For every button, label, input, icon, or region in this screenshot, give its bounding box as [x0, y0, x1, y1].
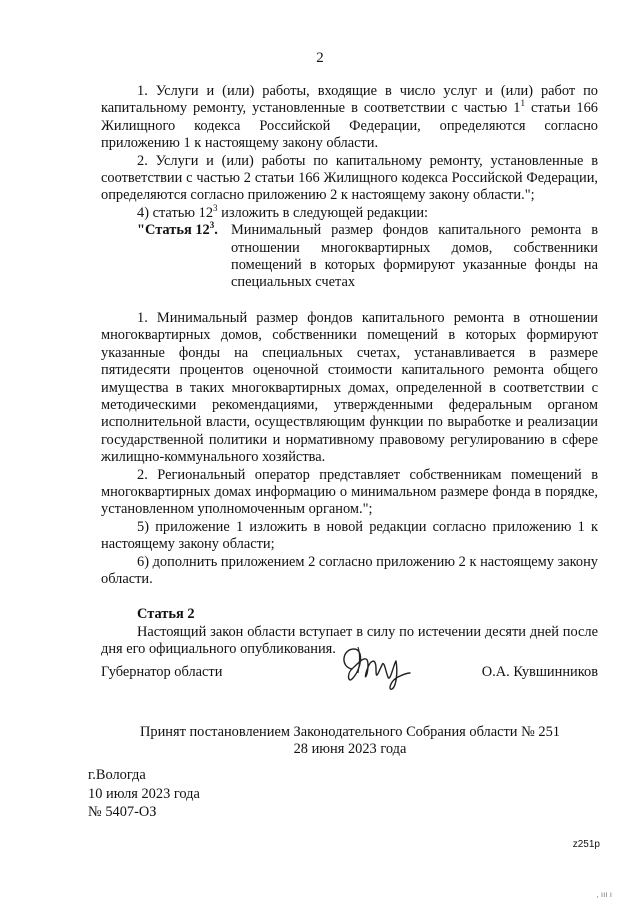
- handwritten-signature: [338, 643, 418, 691]
- article-label-dot: .: [214, 222, 218, 239]
- spacer: [101, 588, 598, 606]
- paragraph-2: 2. Услуги и (или) работы по капитальному ремонту, установленные в соответствии с частью 2 статьи 166 Жилищного кодекса Российской Федерации, определяются согласно приложению 2 к настоящему закону области.";: [101, 152, 598, 204]
- paragraph-6: 5) приложение 1 изложить в новой редакции согласно приложению 1 к настоящему закону области;: [101, 518, 598, 553]
- city: г.Вологда: [88, 767, 146, 783]
- document-body: [101, 83, 598, 659]
- spacer: [101, 292, 598, 310]
- paragraph-3-text-a: 4) статью 12: [137, 204, 214, 221]
- article-title: Минимальный размер фондов капитального ремонта в отношении многоквартирных домов, собственники помещений в которых формируют указанные фонды на специальных счетах: [231, 222, 598, 291]
- law-date: 10 июля 2023 года: [88, 785, 200, 802]
- paragraph-1-text-b: статьи 166 Жилищного кодекса Российской Федерации, определяются согласно приложению 1 к настоящему закону области.: [101, 100, 598, 152]
- law-number: № 5407-ОЗ: [88, 804, 157, 821]
- superscript: 3: [213, 202, 218, 213]
- place-date-number: [88, 766, 200, 822]
- footer-marks: , ııı ı: [596, 890, 612, 899]
- adoption-line-1: Принят постановлением Законодательного Собрания области № 251: [139, 724, 560, 740]
- article-2-heading: Статья 2: [137, 606, 195, 623]
- paragraph-1-text-a: 1. Услуги и (или) работы, входящие в число услуг и (или) работ по капитальному ремонту, установленные в соответствии с частью 1: [101, 83, 598, 117]
- paragraph-4: 1. Минимальный размер фондов капитального ремонта в отношении многоквартирных домов, собственники помещений в которых формируют указанные фонды на специальных счетах, устанавливается в размере пятидесяти процентов оценочной стоимости капитального ремонта общего имущества в таких многоквартирных домах, определенной в соответствии с методическими рекомендациями, утвержденными федеральным органом исполнительной власти, осуществляющим функции по выработке и реализации государственной политики и нормативному правовому регулированию в сфере жилищно-коммунального хозяйства.: [101, 309, 598, 466]
- adoption-note: [0, 724, 640, 759]
- superscript: 1: [520, 98, 525, 109]
- paragraph-7: 6) дополнить приложением 2 согласно приложению 2 к настоящему закону области.: [101, 553, 598, 587]
- article-label-text: "Статья 12: [137, 222, 210, 239]
- adoption-line-2: 28 июня 2023 года: [293, 741, 407, 758]
- page-number: 2: [316, 50, 324, 66]
- signatory-position: Губернатор области: [101, 664, 223, 680]
- paragraph-3: [101, 202, 598, 222]
- signatory-name: О.А. Кувшинников: [481, 664, 598, 680]
- paragraph-8: Настоящий закон области вступает в силу по истечении десяти дней после дня его официального опубликования.: [101, 623, 598, 658]
- paragraph-3-text-b: изложить в следующей редакции:: [217, 204, 429, 221]
- article-12-3-heading: [137, 222, 598, 292]
- superscript: 3: [209, 220, 215, 231]
- paragraph-1: [101, 83, 598, 153]
- document-code: z251p: [572, 839, 600, 850]
- article-label: [137, 222, 231, 292]
- paragraph-5: 2. Региональный оператор представляет собственникам помещений в многоквартирных домах информацию о минимальном размере фонда в порядке, установленном уполномоченным органом.";: [101, 466, 598, 518]
